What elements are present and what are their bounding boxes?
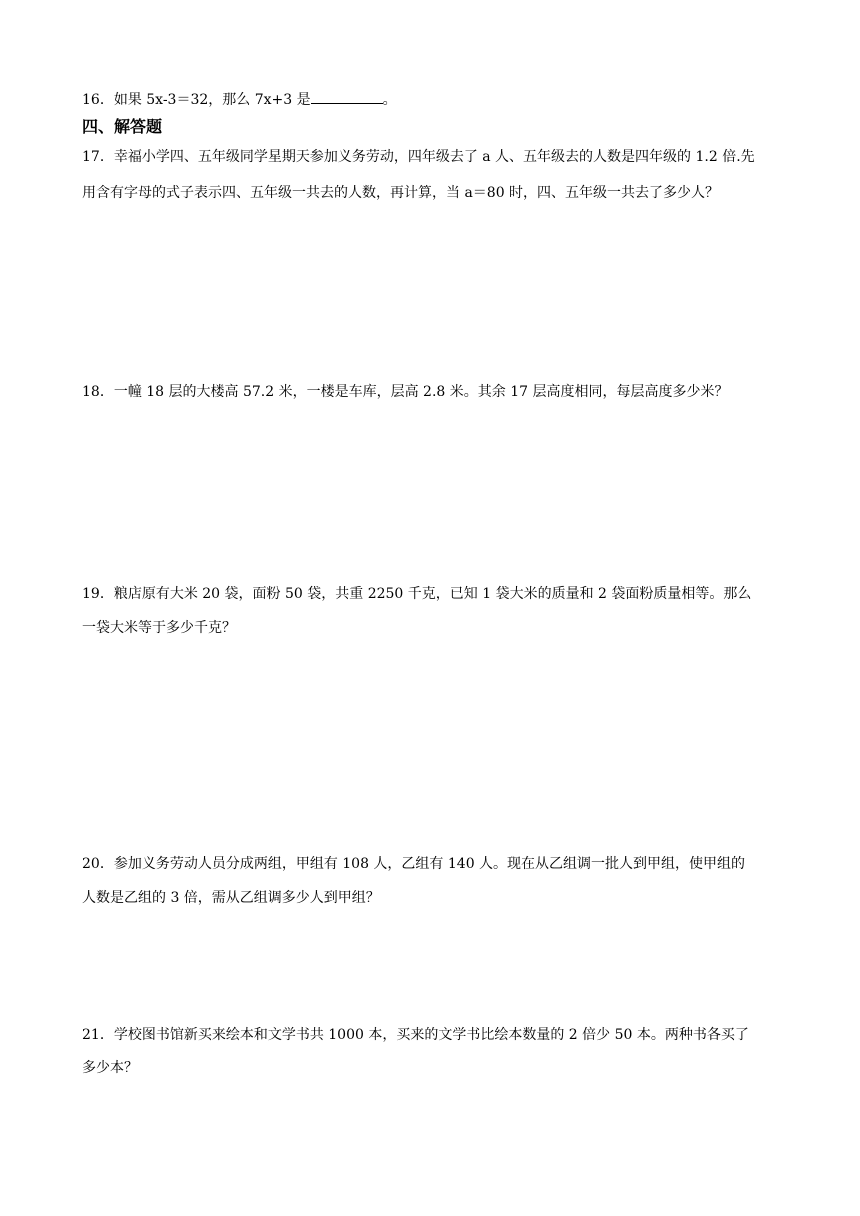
question-18-line-1: 18．一幢 18 层的大楼高 57.2 米，一楼是车库，层高 2.8 米。其余 17 层高度相同，每层高度多少米？ <box>82 384 729 400</box>
question-17-line-1: 17．幸福小学四、五年级同学星期天参加义务劳动，四年级去了 a 人、五年级去的人数是四年级的 1.2 倍.先 <box>82 149 755 165</box>
question-21-line-2: 多少本？ <box>82 1060 138 1076</box>
question-21-line-1: 21．学校图书馆新买来绘本和文学书共 1000 本，买来的文学书比绘本数量的 2 倍少 50 本。两种书各买了 <box>82 1027 749 1043</box>
question-16-end: 。 <box>382 92 397 108</box>
question-20-line-1: 20．参加义务劳动人员分成两组，甲组有 108 人，乙组有 140 人。现在从乙组调一批人到甲组，使甲组的 <box>82 856 746 872</box>
question-19-line-2: 一袋大米等于多少千克？ <box>82 620 236 636</box>
question-19-line-1: 19．粮店原有大米 20 袋，面粉 50 袋，共重 2250 千克，已知 1 袋大米的质量和 2 袋面粉质量相等。那么 <box>82 586 752 602</box>
question-17-line-2: 用含有字母的式子表示四、五年级一共去的人数，再计算，当 a＝80 时，四、五年级一共去了多少人？ <box>82 185 720 201</box>
section-title: 四、解答题 <box>82 117 163 136</box>
question-20-line-2: 人数是乙组的 3 倍，需从乙组调多少人到甲组？ <box>82 890 380 906</box>
question-16-text: 16．如果 5x-3＝32，那么 7x+3 是 <box>82 92 311 108</box>
answer-blank[interactable] <box>311 89 383 104</box>
question-16 <box>82 89 812 110</box>
